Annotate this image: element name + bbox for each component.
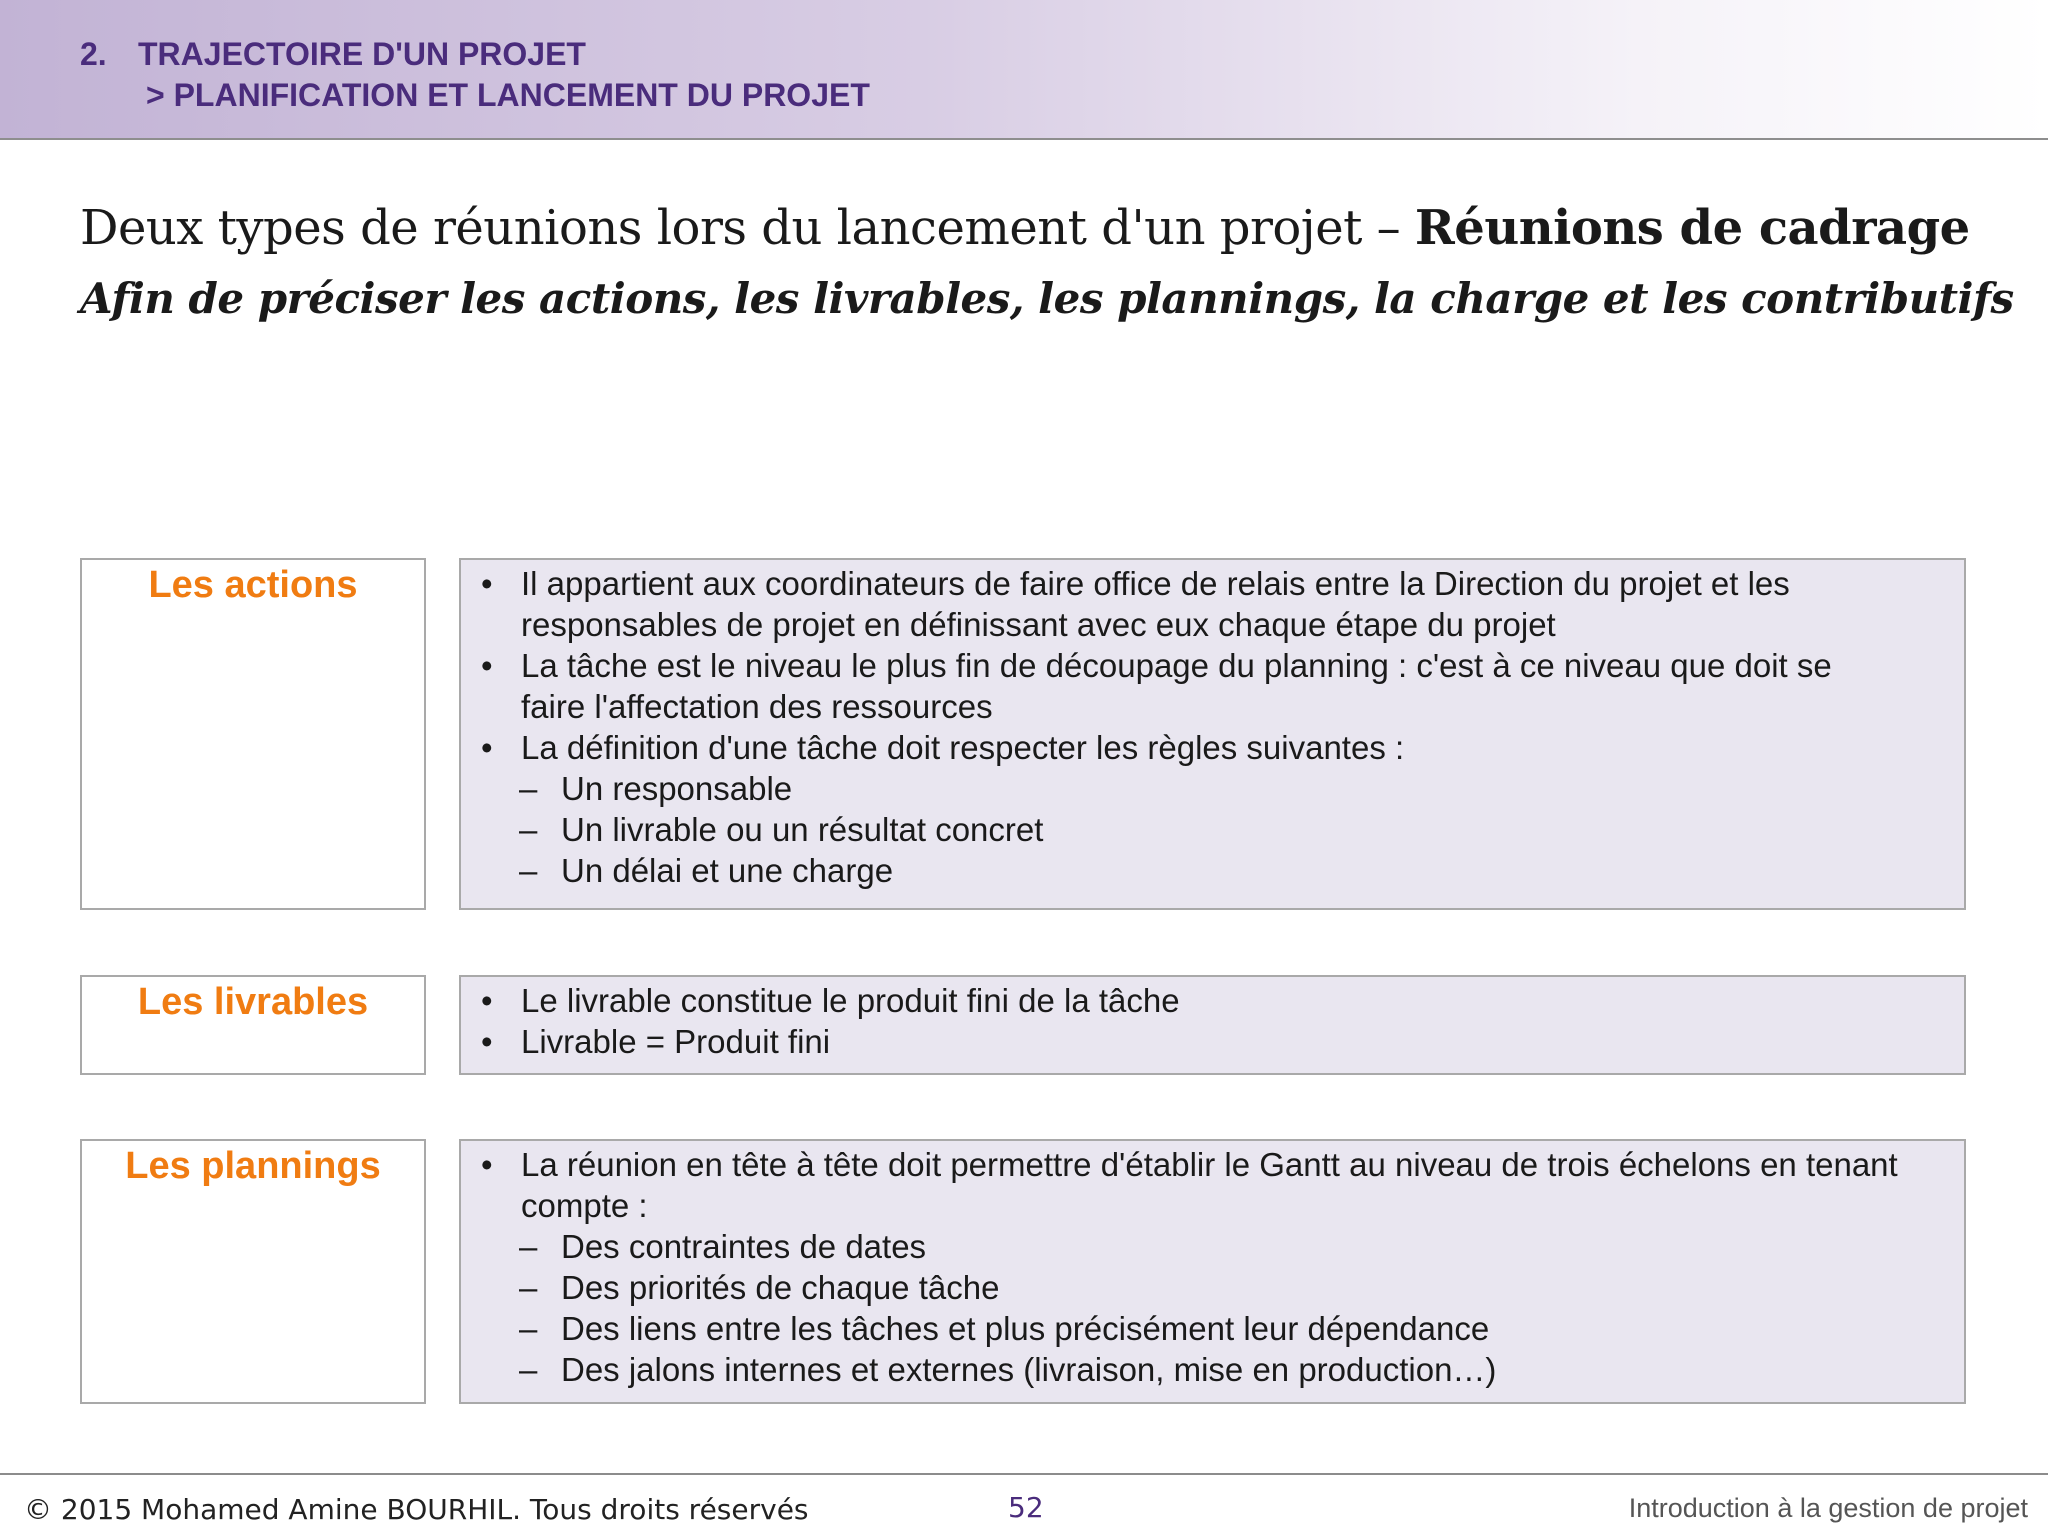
slide-header — [0, 0, 2048, 140]
bullet-text: La tâche est le niveau le plus fin de découpage du planning : c'est à ce niveau que doit se — [521, 647, 1832, 684]
bullet-item — [461, 1144, 1964, 1185]
section-number: 2. — [80, 36, 107, 72]
dash-marker: – — [519, 1351, 538, 1388]
sub-bullet-item — [461, 1267, 1964, 1308]
bullet-text: Livrable = Produit fini — [521, 1023, 831, 1060]
dash-marker: – — [519, 852, 538, 889]
dash-marker: – — [519, 811, 538, 848]
slide-title — [80, 200, 1970, 256]
bullet-marker: • — [481, 647, 493, 684]
livrables-label-box — [80, 975, 426, 1075]
bullet-text: La définition d'une tâche doit respecter les règles suivantes : — [521, 729, 1405, 766]
bullet-text: Il appartient aux coordinateurs de faire office de relais entre la Direction du projet et les — [521, 565, 1790, 602]
plannings-label-box — [80, 1139, 426, 1404]
footer-course-title: Introduction à la gestion de projet — [1628, 1493, 2028, 1523]
bullet-item — [461, 727, 1964, 768]
slide-subtitle: Afin de préciser les actions, les livrables, les plannings, la charge et les contributifs — [80, 274, 2014, 323]
sub-bullet-item — [461, 768, 1964, 809]
bullet-marker: • — [481, 565, 493, 602]
sub-bullet-item — [461, 809, 1964, 850]
bullet-text: Un délai et une charge — [561, 852, 894, 889]
bullet-text: responsables de projet en définissant avec eux chaque étape du projet — [521, 606, 1556, 643]
footer-copyright: © 2015 Mohamed Amine BOURHIL. Tous droits réservés — [24, 1493, 809, 1526]
bullet-text: Le livrable constitue le produit fini de la tâche — [521, 982, 1180, 1019]
slide-title-normal: Deux types de réunions lors du lancement d'un projet – — [80, 200, 1415, 256]
bullet-text: compte : — [521, 1187, 648, 1224]
sub-bullet-item — [461, 1308, 1964, 1349]
bullet-text: Des jalons internes et externes (livraison, mise en production…) — [561, 1351, 1497, 1388]
bullet-item — [461, 1185, 1964, 1226]
bullet-item — [461, 980, 1964, 1021]
bullet-marker: • — [481, 1146, 493, 1183]
actions-label-box — [80, 558, 426, 910]
bullet-text: Des contraintes de dates — [561, 1228, 927, 1265]
bullet-text: Un livrable ou un résultat concret — [561, 811, 1044, 848]
sub-bullet-item — [461, 850, 1964, 891]
dash-marker: – — [519, 1228, 538, 1265]
actions-label: Les actions — [148, 564, 358, 606]
bullet-item — [461, 1021, 1964, 1062]
bullet-text: Un responsable — [561, 770, 793, 807]
plannings-label: Les plannings — [125, 1145, 381, 1187]
bullet-item — [461, 686, 1964, 727]
dash-marker: – — [519, 1310, 538, 1347]
subsection-title: > PLANIFICATION ET LANCEMENT DU PROJET — [146, 77, 870, 113]
bullet-marker: • — [481, 982, 493, 1019]
livrables-label: Les livrables — [137, 981, 369, 1023]
bullet-item — [461, 604, 1964, 645]
dash-marker: – — [519, 770, 538, 807]
sub-bullet-item — [461, 1226, 1964, 1267]
bullet-text: faire l'affectation des ressources — [521, 688, 993, 725]
bullet-text: Des priorités de chaque tâche — [561, 1269, 1000, 1306]
livrables-content-box — [459, 975, 1966, 1075]
section-title: TRAJECTOIRE D'UN PROJET — [138, 36, 586, 72]
bullet-item — [461, 645, 1964, 686]
sub-bullet-item — [461, 1349, 1964, 1390]
page-number: 52 — [1008, 1491, 1044, 1524]
bullet-text: La réunion en tête à tête doit permettre d'établir le Gantt au niveau de trois échelons en tenant — [521, 1146, 1898, 1183]
actions-content-box — [459, 558, 1966, 910]
slide-title-bold: Réunions de cadrage — [1414, 200, 1970, 256]
bullet-marker: • — [481, 1023, 493, 1060]
bullet-marker: • — [481, 729, 493, 766]
bullet-text: Des liens entre les tâches et plus précisément leur dépendance — [561, 1310, 1490, 1347]
bullet-item — [461, 563, 1964, 604]
plannings-content-box — [459, 1139, 1966, 1404]
dash-marker: – — [519, 1269, 538, 1306]
footer-divider — [0, 1473, 2048, 1475]
